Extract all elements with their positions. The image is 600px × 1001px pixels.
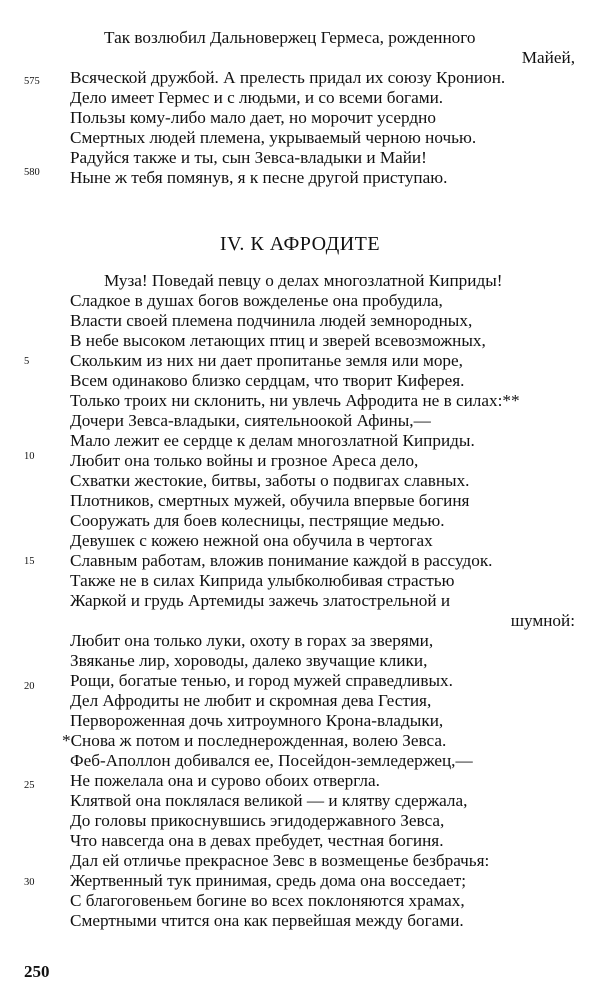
verse-line: Дело имеет Гермес и с людьми, и со всеми богами. [70, 88, 444, 107]
verse-line: Девушек с кожею нежной она обучила в чертогах [70, 531, 433, 550]
verse-line: Рощи, богатые тенью, и город мужей справедливых. [70, 671, 453, 690]
verse-line: Пользы кому-либо мало дает, но морочит усердно [70, 108, 436, 127]
verse-line: Смертных людей племена, укрываемый черною ночью. [70, 128, 477, 147]
verse-line: Первороженная дочь хитроумного Крона-владыки, [70, 711, 444, 730]
verse-line: Любит она только луки, охоту в горах за зверями, [70, 631, 434, 650]
verse-line: Славным работам, вложив понимание каждой в рассудок. [70, 551, 493, 570]
verse-line: Звяканье лир, хороводы, далеко звучащие клики, [70, 651, 428, 670]
verse-line: Смертными чтится она как первейшая между богами. [70, 911, 464, 930]
verse-line: Феб-Аполлон добивался ее, Посейдон-земледержец,— [70, 751, 473, 770]
verse-line: Дочери Зевса-владыки, сиятельноокой Афины,— [70, 411, 431, 430]
line-number: 580 [24, 167, 40, 178]
verse-line-continuation: шумной: [510, 611, 575, 630]
verse-line: Всем одинаково близко сердцам, что творит Киферея. [70, 371, 465, 390]
hymn-title: IV. К АФРОДИТЕ [219, 233, 381, 255]
line-number: 20 [24, 681, 35, 692]
line-number: 5 [24, 356, 30, 367]
verse-line: До головы прикоснувшись эгидодержавного Зевса, [70, 811, 445, 830]
verse-line: Муза! Поведай певцу о делах многозлатной Киприды! [104, 271, 503, 290]
line-number: 10 [24, 451, 35, 462]
verse-line: Схватки жестокие, битвы, заботы о подвигах славных. [70, 471, 470, 490]
verse-line: Сооружать для боев колесницы, пестрящие медью. [70, 511, 445, 530]
verse-line: Что навсегда она в девах пребудет, честная богиня. [70, 831, 444, 850]
verse-line: Радуйся также и ты, сын Зевса-владыки и Майи! [70, 148, 427, 167]
verse-line: Также не в силах Киприда улыбколюбивая страстью [70, 571, 455, 590]
verse-line: Всяческой дружбой. А прелесть придал их союзу Кронион. [70, 68, 506, 87]
line-number: 25 [24, 780, 35, 791]
verse-line: В небе высоком летающих птиц и зверей всевозможных, [70, 331, 486, 350]
verse-line: Любит она только войны и грозное Ареса дело, [70, 451, 419, 470]
verse-line: С благоговеньем богине во всех поклоняются храмах, [70, 891, 465, 910]
verse-line: Не пожелала она и сурово обоих отвергла. [70, 771, 380, 790]
verse-line: Только троих ни склонить, ни увлечь Афродита не в силах:** [70, 391, 520, 410]
page-number: 250 [24, 962, 50, 981]
verse-line: Плотников, смертных мужей, обучила впервые богиня [70, 491, 470, 510]
verse-line: Жертвенный тук принимая, средь дома она восседает; [70, 871, 467, 890]
verse-line: Мало лежит ее сердце к делам многозлатной Киприды. [70, 431, 475, 450]
verse-line: Ныне ж тебя помянув, я к песне другой приступаю. [70, 168, 448, 187]
verse-line: Клятвой она поклялася великой — и клятву сдержала, [70, 791, 468, 810]
verse-line: Жаркой и грудь Артемиды зажечь златострельной и [70, 591, 451, 610]
verse-line-continuation: Майей, [521, 48, 575, 67]
verse-line: *Снова ж потом и последнерожденная, волею Зевса. [62, 731, 447, 750]
verse-line: Скольким из них ни дает пропитанье земля или море, [70, 351, 463, 370]
verse-line: Сладкое в душах богов вожделенье она пробудила, [70, 291, 443, 310]
verse-line: Так возлюбил Дальновержец Гермеса, рожденного [104, 28, 476, 47]
verse-line: Власти своей племена подчинила людей земнородных, [70, 311, 473, 330]
verse-line: Дал ей отличье прекрасное Зевс в возмещенье безбрачья: [70, 851, 490, 870]
line-number: 575 [24, 76, 40, 87]
line-number: 15 [24, 556, 35, 567]
verse-line: Дел Афродиты не любит и скромная дева Гестия, [70, 691, 432, 710]
line-number: 30 [24, 877, 35, 888]
